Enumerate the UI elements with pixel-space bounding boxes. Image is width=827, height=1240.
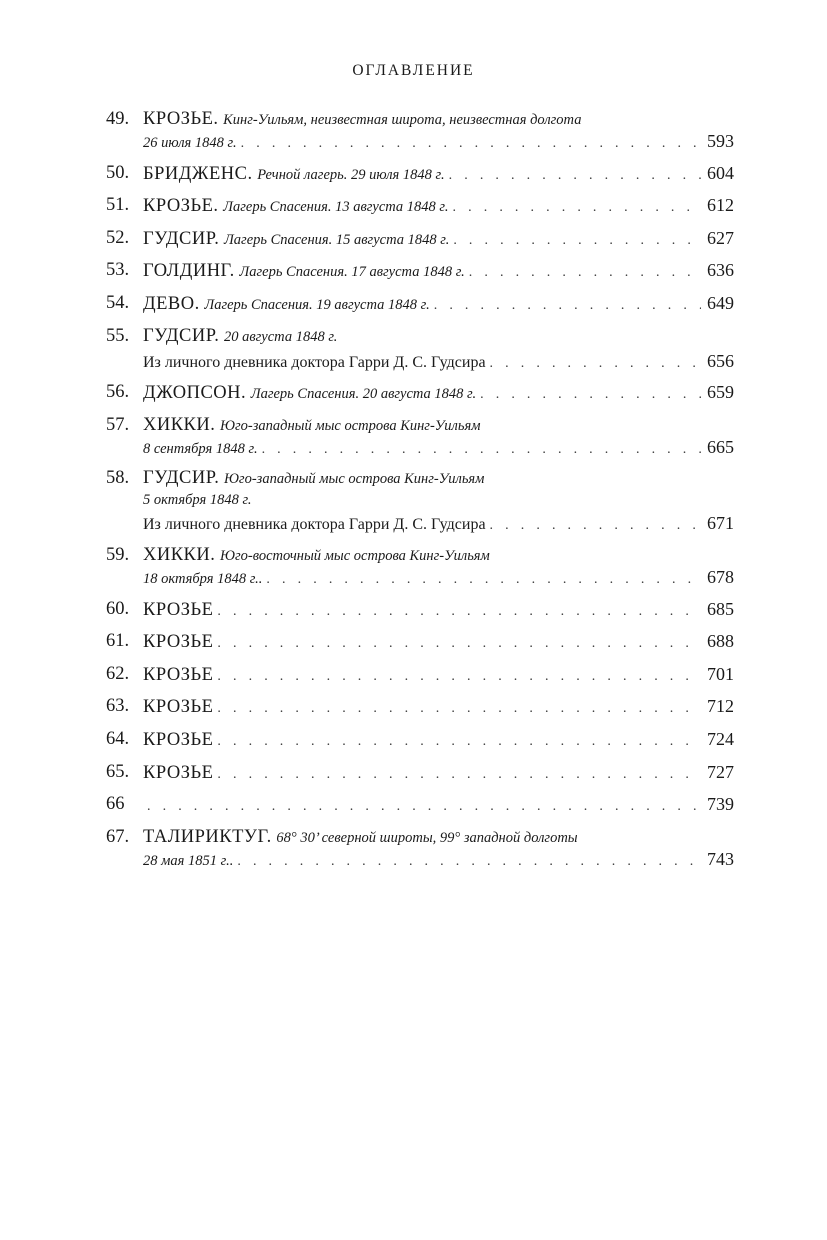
- chapter-number: 51.: [106, 195, 130, 216]
- chapter-number: 53.: [106, 260, 130, 281]
- toc-entry: [106, 259, 734, 284]
- chapter-narrator: ДЕВО.: [143, 293, 200, 314]
- chapter-narrator: ГУДСИР.: [143, 228, 220, 249]
- toc-entry: [106, 598, 734, 623]
- page-number: 727: [707, 761, 734, 782]
- toc-entry: [106, 162, 734, 187]
- dot-leader: [453, 230, 701, 252]
- dot-leader: [266, 570, 701, 590]
- chapter-location-date: Лагерь Спасения. 19 августа 1848 г.: [204, 296, 430, 313]
- chapter-location-date: Лагерь Спасения. 15 августа 1848 г.: [223, 231, 450, 248]
- chapter-narrator: ГУДСИР.: [143, 325, 220, 346]
- page-number: 712: [707, 696, 734, 717]
- chapter-date: 26 июля 1848 г.: [143, 135, 237, 151]
- chapter-narrator: КРОЗЬЕ: [143, 664, 214, 685]
- page-number: 688: [707, 631, 734, 652]
- dot-leader: [434, 295, 701, 317]
- chapter-location-date: Кинг-Уильям, неизвестная широта, неизвестная долгота: [223, 112, 582, 128]
- page-number: 739: [707, 794, 734, 815]
- chapter-number: 55.: [106, 325, 130, 346]
- chapter-narrator: ДЖОПСОН.: [143, 383, 247, 404]
- toc-entry: [106, 544, 734, 590]
- chapter-narrator: КРОЗЬЕ: [143, 762, 214, 783]
- chapter-date: 28 мая 1851 г..: [143, 852, 234, 869]
- chapter-narrator: КРОЗЬЕ: [143, 729, 214, 750]
- page-number: 665: [707, 436, 734, 457]
- chapter-location-date: Юго-восточный мыс острова Кинг-Уильям: [220, 547, 490, 564]
- chapter-number: 64.: [106, 728, 130, 749]
- chapter-number: 61.: [106, 631, 130, 652]
- chapter-number: 67.: [106, 826, 130, 847]
- dot-leader: [217, 633, 701, 655]
- dot-leader: [453, 197, 701, 219]
- page-number: 604: [707, 162, 734, 183]
- page-number: 701: [707, 663, 734, 684]
- chapter-narrator: КРОЗЬЕ.: [143, 109, 219, 129]
- page-number: 636: [707, 260, 734, 281]
- chapter-location-date: Юго-западный мыс острова Кинг-Уильям: [220, 417, 481, 434]
- chapter-number: 50.: [106, 162, 130, 183]
- chapter-date: 8 сентября 1848 г.: [143, 440, 258, 457]
- dot-leader: [449, 165, 701, 187]
- chapter-location-date: Лагерь Спасения. 13 августа 1848 г.: [223, 199, 449, 216]
- chapter-narrator: ХИККИ.: [143, 414, 216, 435]
- table-of-contents: [106, 108, 734, 879]
- dot-leader: [490, 354, 701, 374]
- chapter-date: 5 октября 1848 г.: [143, 492, 252, 509]
- dot-leader: [237, 852, 701, 872]
- page-number: 743: [707, 848, 734, 869]
- toc-entry: [106, 414, 734, 460]
- chapter-number: 62.: [106, 663, 130, 684]
- dot-leader: [147, 796, 701, 818]
- page-number: 649: [707, 292, 734, 313]
- dot-leader: [217, 698, 701, 720]
- chapter-location-date: Лагерь Спасения. 20 августа 1848 г.: [250, 386, 477, 403]
- toc-entry: [106, 695, 734, 720]
- chapter-number: 66: [106, 794, 125, 815]
- chapter-number: 59.: [106, 544, 130, 565]
- dot-leader: [217, 666, 701, 688]
- toc-entry: [106, 663, 734, 688]
- toc-entry: [106, 325, 734, 374]
- toc-entry: [106, 793, 734, 818]
- page-number: 659: [707, 382, 734, 403]
- chapter-narrator: КРОЗЬЕ: [143, 697, 214, 718]
- chapter-narrator: БРИДЖЕНС.: [143, 163, 253, 184]
- chapter-narrator: КРОЗЬЕ: [143, 632, 214, 653]
- chapter-narrator: ТАЛИРИКТУГ.: [143, 826, 272, 847]
- chapter-narrator: КРОЗЬЕ.: [143, 196, 219, 217]
- page-number: 685: [707, 598, 734, 619]
- toc-entry: [106, 728, 734, 753]
- chapter-location-date: 68° 30’ северной широты, 99° западной долготы: [276, 829, 578, 846]
- chapter-location-date: 20 августа 1848 г.: [223, 328, 338, 345]
- toc-entry: [106, 761, 734, 786]
- chapter-number: 60.: [106, 598, 130, 619]
- toc-entry: [106, 826, 734, 872]
- page-title: ОГЛАВЛЕНИЕ: [352, 62, 475, 79]
- toc-entry: [106, 292, 734, 317]
- chapter-narrator: КРОЗЬЕ: [143, 599, 214, 620]
- chapter-date: 18 октября 1848 г..: [143, 570, 263, 587]
- chapter-number: 52.: [106, 227, 130, 248]
- toc-entry: [106, 108, 734, 154]
- chapter-number: 63.: [106, 696, 130, 717]
- dot-leader: [480, 384, 701, 406]
- page-number: 671: [707, 513, 734, 534]
- chapter-subtitle: Из личного дневника доктора Гарри Д. С. Гудсира: [143, 516, 486, 534]
- page-number: 656: [707, 350, 734, 371]
- toc-entry: [106, 194, 734, 219]
- dot-leader: [469, 262, 701, 284]
- toc-entry: [106, 227, 734, 252]
- chapter-number: 58.: [106, 468, 130, 489]
- chapter-narrator: ГОЛДИНГ.: [143, 261, 235, 282]
- toc-entry: [106, 381, 734, 406]
- chapter-number: 65.: [106, 761, 130, 782]
- dot-leader: [217, 601, 701, 623]
- page-number: 593: [707, 131, 734, 151]
- chapter-narrator: ХИККИ.: [143, 544, 216, 565]
- page-number: 724: [707, 728, 734, 749]
- chapter-number: 57.: [106, 414, 130, 435]
- chapter-subtitle: Из личного дневника доктора Гарри Д. С. Гудсира: [143, 353, 486, 371]
- page-number: 612: [707, 195, 734, 216]
- chapter-number: 49.: [106, 109, 130, 129]
- chapter-number: 56.: [106, 382, 130, 403]
- chapter-location-date: Речной лагерь. 29 июля 1848 г.: [257, 166, 445, 183]
- chapter-location-date: Лагерь Спасения. 17 августа 1848 г.: [239, 264, 465, 281]
- toc-entry: [106, 630, 734, 655]
- dot-leader: [262, 440, 701, 460]
- page-number: 627: [707, 227, 734, 248]
- dot-leader: [217, 731, 701, 753]
- dot-leader: [217, 764, 701, 786]
- toc-entry: [106, 467, 734, 536]
- chapter-location-date: Юго-западный мыс острова Кинг-Уильям: [223, 471, 485, 488]
- dot-leader: [241, 134, 701, 154]
- chapter-narrator: ГУДСИР.: [143, 468, 220, 489]
- dot-leader: [490, 516, 701, 536]
- chapter-number: 54.: [106, 292, 130, 313]
- page-number: 678: [707, 566, 734, 587]
